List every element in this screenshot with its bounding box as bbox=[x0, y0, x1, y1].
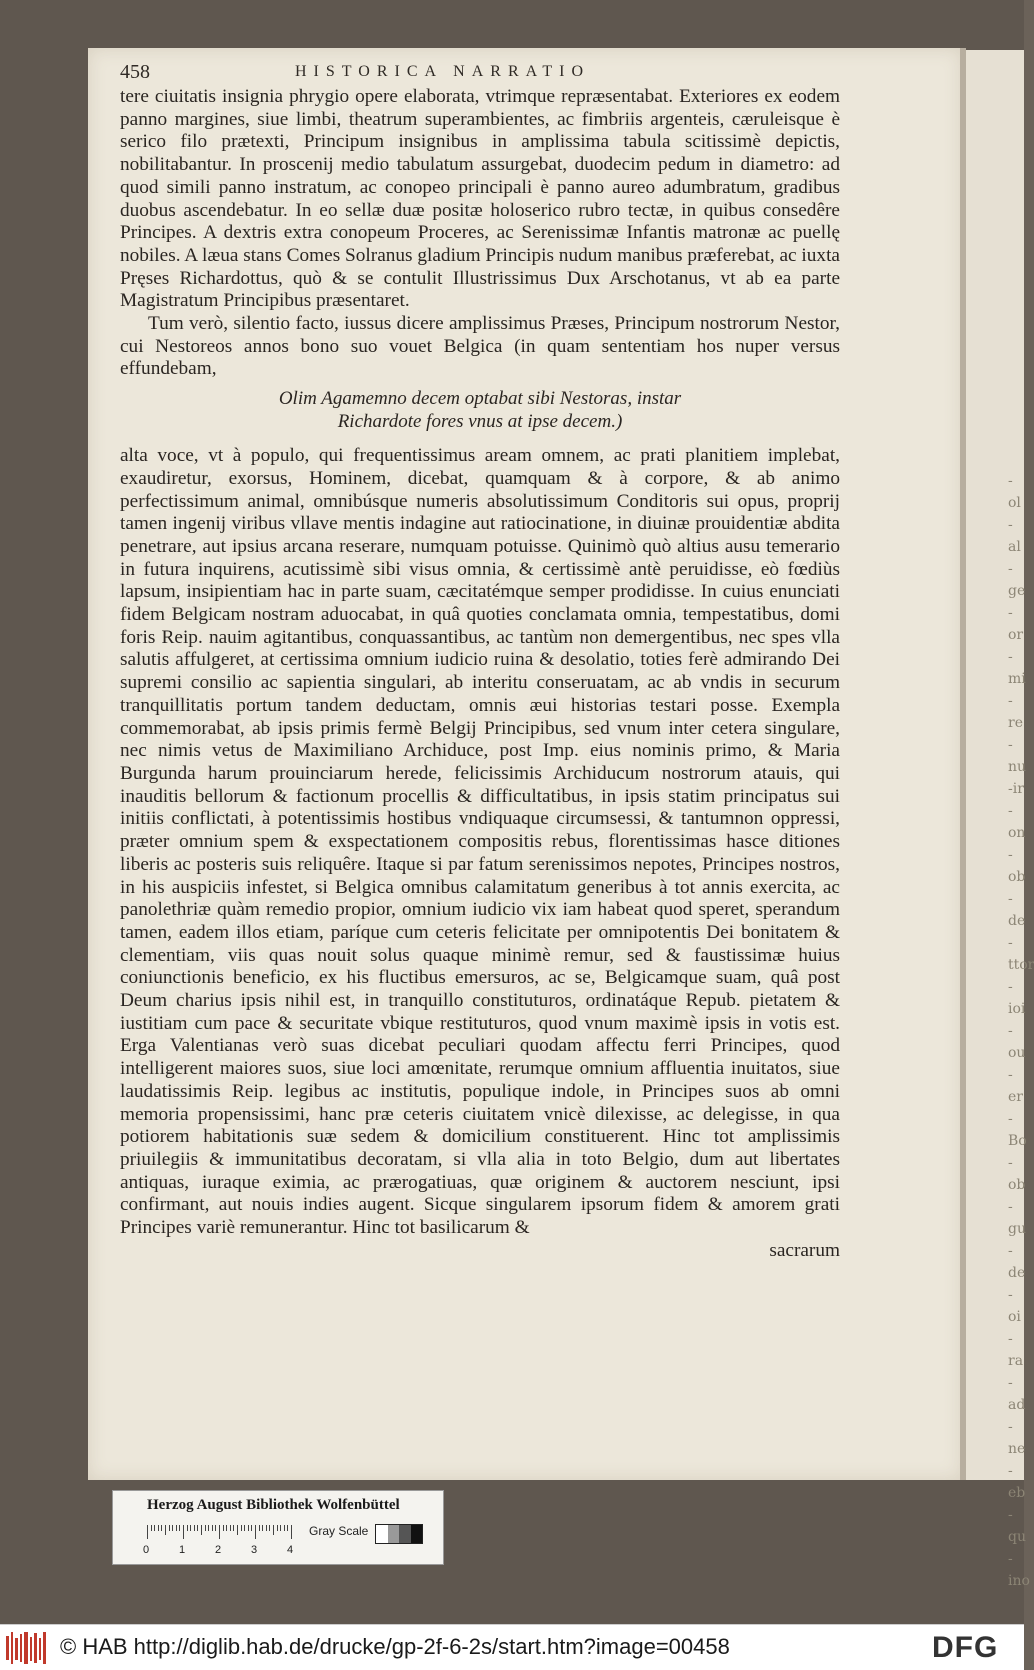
ruler-tick bbox=[223, 1525, 224, 1531]
ruler-tick bbox=[248, 1525, 249, 1531]
ruler-tick bbox=[241, 1525, 242, 1531]
ruler-tick bbox=[201, 1525, 202, 1535]
ruler-tick bbox=[233, 1525, 234, 1531]
ruler-tick bbox=[190, 1525, 191, 1531]
gray-scale-swatch bbox=[375, 1524, 423, 1544]
footer-bar bbox=[0, 1624, 1024, 1670]
ruler-tick bbox=[194, 1525, 195, 1531]
ruler-tick bbox=[255, 1525, 256, 1539]
ruler-tick bbox=[165, 1525, 166, 1535]
running-head: HISTORICA NARRATIO bbox=[295, 63, 591, 80]
ruler-tick bbox=[172, 1525, 173, 1531]
ruler-tick bbox=[179, 1525, 180, 1531]
ruler-tick bbox=[151, 1525, 152, 1531]
ruler-label: 0 bbox=[143, 1544, 150, 1556]
next-page-edge-text: -ol -al -ge -or -mi -re -nu -ir -on -ob -de -ttor -ioi -ou -er -Bo -ob -gu -de -oi -ra -ad -ne -eb -qu -ino bbox=[1008, 473, 1034, 1589]
ruler-tick bbox=[262, 1525, 263, 1531]
catchword: sacrarum bbox=[769, 1239, 840, 1261]
ruler-tick bbox=[226, 1525, 227, 1531]
verse-line: Olim Agamemno decem optabat sibi Nestoras, instar bbox=[278, 388, 682, 410]
footer-url[interactable]: © HAB http://diglib.hab.de/drucke/gp-2f-6-2s/start.htm?image=00458 bbox=[60, 1634, 730, 1659]
body-text bbox=[120, 86, 840, 1262]
ruler-tick bbox=[208, 1525, 209, 1531]
ruler-tick bbox=[219, 1525, 220, 1539]
ruler-tick bbox=[284, 1525, 285, 1531]
ruler-tick bbox=[212, 1525, 213, 1531]
ruler-tick bbox=[158, 1525, 159, 1531]
ruler-tick bbox=[187, 1525, 188, 1531]
ruler-tick bbox=[237, 1525, 238, 1535]
ruler-tick bbox=[266, 1525, 267, 1531]
ruler-tick bbox=[244, 1525, 245, 1531]
ruler-tick bbox=[161, 1525, 162, 1531]
ruler-tick bbox=[251, 1525, 252, 1531]
verse-quotation bbox=[120, 387, 840, 433]
ruler-tick bbox=[287, 1525, 288, 1531]
ruler-tick bbox=[183, 1525, 184, 1539]
library-name: Herzog August Bibliothek Wolfenbüttel bbox=[147, 1497, 400, 1513]
page-number: 458 bbox=[120, 61, 150, 83]
ruler-label: 4 bbox=[287, 1544, 294, 1556]
page-gutter-shadow bbox=[960, 48, 966, 1480]
ruler-tick bbox=[176, 1525, 177, 1531]
ruler-label: 3 bbox=[251, 1544, 258, 1556]
paragraph: tere ciuitatis insignia phrygio opere elaborata, vtrimque repræsentabat. Exteriores ex eodem panno margines, siue limbi, theatrum superambientes, ac fimbriis argenteis, cæruleisque è serico filo prætexti, Principum insignibus in amplissima tabula scitissimè depictis, nobilitabantur. In proscenij medio tabulatum assurgebat, duodecim pedum in diametro: ad quod simili panno instratum, ac conopeo principali è panno aureo adumbratum, gradibus duobus ascendebatur. In eo sellæ duæ positæ holoserico rubro tectæ, in quibus consedêre Principes. A dextris extra conopeum Proceres, ac Serenissimæ Infantis matronæ ac puellę nobiles. A læua stans Comes Solranus gladium Principis nudum manibus præferebat, ac iuxta Pręses Richardottus, quò & se contulit Illustrissimus Dux Arschotanus, vt ab ea parte Magistratum Principibus præsentaret. bbox=[120, 86, 840, 312]
library-color-card bbox=[112, 1490, 444, 1565]
ruler-tick bbox=[169, 1525, 170, 1531]
page-header bbox=[120, 61, 755, 85]
ruler-tick bbox=[277, 1525, 278, 1531]
ruler-tick bbox=[215, 1525, 216, 1531]
ruler-tick bbox=[230, 1525, 231, 1531]
gray-scale-label: Gray Scale bbox=[309, 1524, 369, 1538]
ruler-tick bbox=[273, 1525, 274, 1535]
ruler-label: 1 bbox=[179, 1544, 186, 1556]
ruler-scale bbox=[147, 1525, 297, 1539]
verse-line: Richardote fores vnus at ipse decem.) bbox=[337, 411, 623, 433]
ruler-tick bbox=[269, 1525, 270, 1531]
hab-barcode-icon bbox=[6, 1632, 50, 1664]
ruler-tick bbox=[291, 1525, 292, 1539]
ruler-label: 2 bbox=[215, 1544, 222, 1556]
ruler-tick bbox=[259, 1525, 260, 1531]
paragraph: Tum verò, silentio facto, iussus dicere amplissimus Præses, Principum nostrorum Nestor, cui Nestoreos annos bono suo vouet Belgica (in quam sententiam hos nuper versus effundebam, bbox=[120, 313, 840, 380]
ruler-tick bbox=[205, 1525, 206, 1531]
ruler-tick bbox=[147, 1525, 148, 1539]
paragraph: alta voce, vt à populo, qui frequentissimus aream omnem, ac prati planitiem implebat, exaudiretur, exorsus, Hominem, dicebat, quamquam & à corpore, & ab animo perfectissimum animal, omnibúsque numeris absolutissimum Conditoris sui opus, proprij tamen ingenij viribus vllave mentis indagine aut ratiocinatione, in diuinæ prouidentiæ abdita penetrare, aut ipsius arcana reserare, numquam potuisse. Quinimò quò altius ausu temerario in futura inquirens, acutissimè sibi visus omnia, & certissimè antè peruidisse, eò fœdiùs lapsum, insipientiam hac in parte suam, cæcitatémque semper prodidisse. In cuius enunciati fidem Belgicam nostram aduocabat, in quâ quoties conclamata omnia, tempestatibus, domi foris Reip. nauim agitantibus, conquassantibus, ac tantùm non demergentibus, nec spes vlla salutis affulgeret, at certissima omnium iudicio ruina & desolatio, toties ferè admirando Dei supremi consilio ac sapientia singulari, ab interitu conseruatam, ac ab vndis in securum tranquillitatis portum tandem deductam, omnis æui historias testari posse. Exempla commemorabat, ab ipsis primis fermè Belgij Principibus, sed vnum inter cetera singulare, nec nimis vetus de Maximiliano Archiduce, post Imp. eius nominis primo, & Maria Burgunda harum prouinciarum herede, felicissimis Archiducum nostrorum atauis, qui inauditis bellorum & factionum procellis & difficultatibus, in ipsis statim principatus sui initiis conflictati, à potentissimis hostibus vndiquaque circumsessi, & tantumnon oppressi, præter omnium spem & exspectationem compositis rebus, florentissimas hasce ditiones liberis ac posteris suis reliquêre. Itaque si par fatum serenissimos nepotes, Principes nostros, in his auspiciis infestet, si Belgica omnibus calamitatum generibus à tot annis exercita, ac panolethriæ quàm remedio propior, omnium iudicio vix iam habeat quod speret, sperandum tamen, eadem illos etiam, paríque cum ceteris felicitate per omnipotentis Dei bonitatem & clementiam, viis quas nouit solus quaque minimè remur, sed & faustissimæ huius coniunctionis beneficio, ex his fluctibus emersuros, ac se, Belgicamque suam, quâ post Deum charius ipsis nihil est, in tranquillo constituturos, ordinatáque Repub. pietatem & iustitiam cum pace & securitate vbique restituturos, quod vnum maximè ipsis in votis est. Erga Valentianas verò suas dicebat peculiari quodam affectu ferri Principes, quod intelligerent maiores suos, siue loci amœnitate, rerumque omnium affluentia inuitatos, siue laudatissimis Reip. legibus ac institutis, populique indole, in Principes suos ab omni memoria propensissimi, hanc præ ceteris ciuitatem vnicè dilexisse, ac delegisse, in qua potiorem habitationis suæ sedem & domicilium constituerent. Hinc tot amplissimis priuilegiis & immunitatibus decoratam, si vlla alia in toto Belgio, dum aut libertates antiquas, iuraque eximia, ac prærogatiuas, quæ originem & auctorem nesciunt, ipsi confirmant, aut nouis indies augent. Sicque singularem ipsorum fidem & amorem grati Principes variè remunerantur. Hinc tot basilicarum & bbox=[120, 445, 840, 1239]
ruler-tick bbox=[154, 1525, 155, 1531]
ruler-tick bbox=[280, 1525, 281, 1531]
dfg-logo: DFG bbox=[932, 1631, 999, 1664]
ruler-tick bbox=[197, 1525, 198, 1531]
